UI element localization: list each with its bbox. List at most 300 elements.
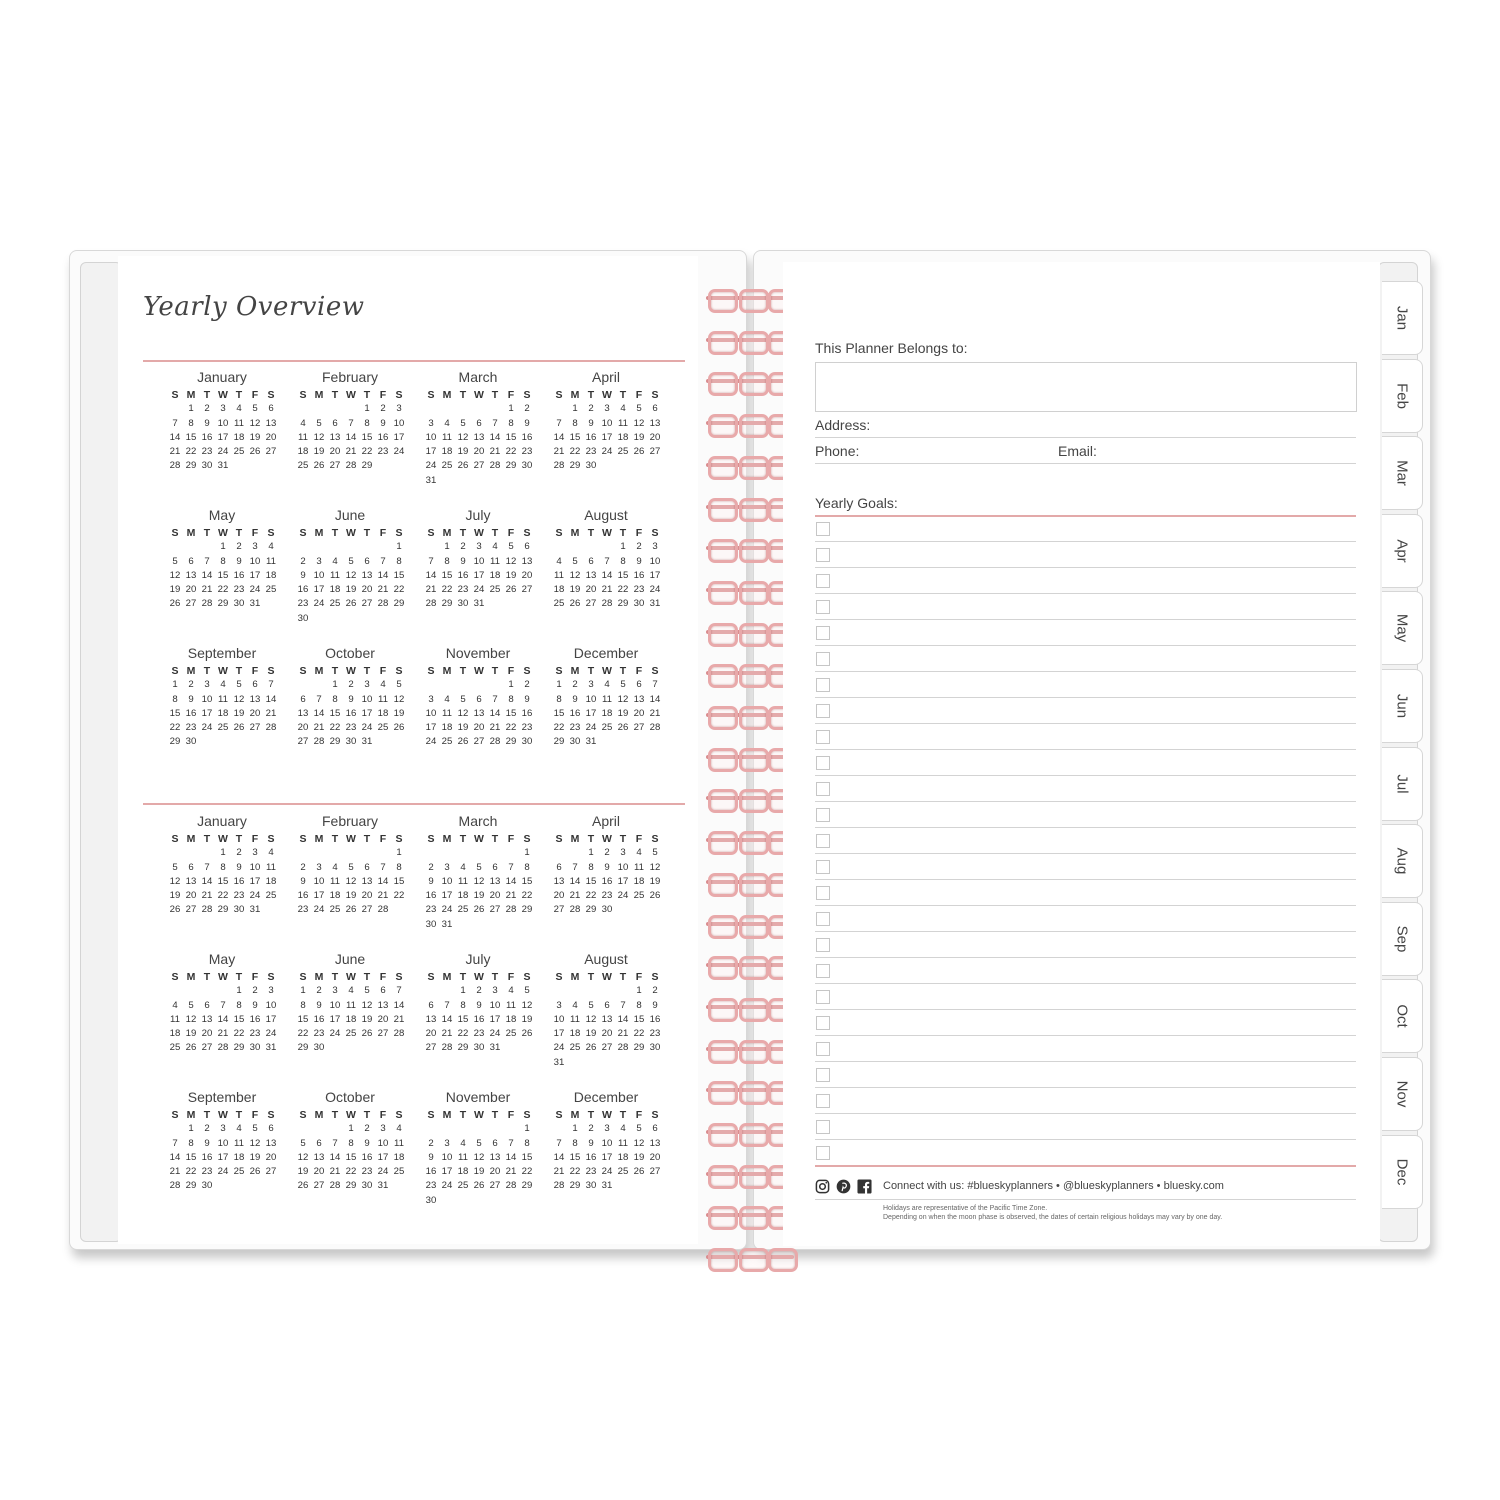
tab-label: Feb bbox=[1393, 382, 1411, 409]
weekday-header: T bbox=[235, 833, 243, 845]
day-number: 29 bbox=[569, 1180, 581, 1192]
day-number: 2 bbox=[236, 541, 242, 553]
weekday-header: W bbox=[218, 665, 228, 677]
day-number: 24 bbox=[265, 1028, 277, 1040]
weekday-header: M bbox=[442, 665, 452, 677]
goal-checkbox[interactable] bbox=[816, 990, 830, 1004]
day-number: 26 bbox=[249, 446, 261, 458]
day-number: 20 bbox=[489, 890, 501, 902]
day-number: 2 bbox=[300, 861, 306, 873]
weekday-header: T bbox=[331, 1109, 339, 1121]
day-number: 8 bbox=[508, 693, 514, 705]
tab-oct[interactable] bbox=[1382, 979, 1423, 1053]
day-number: 25 bbox=[329, 598, 341, 610]
goal-checkbox[interactable] bbox=[816, 782, 830, 796]
goal-checkbox[interactable] bbox=[816, 652, 830, 666]
goal-line bbox=[815, 957, 1356, 958]
day-number: 17 bbox=[441, 890, 453, 902]
goal-checkbox[interactable] bbox=[816, 886, 830, 900]
day-number: 16 bbox=[377, 431, 389, 443]
day-number: 1 bbox=[636, 985, 642, 997]
day-number: 8 bbox=[220, 555, 226, 567]
weekday-header: W bbox=[346, 389, 356, 401]
goal-line bbox=[815, 1061, 1356, 1062]
day-number: 27 bbox=[521, 584, 533, 596]
day-number: 15 bbox=[217, 569, 229, 581]
empty-day bbox=[423, 1122, 439, 1136]
day-number: 27 bbox=[249, 722, 261, 734]
day-number: 21 bbox=[505, 1166, 517, 1178]
day-number: 10 bbox=[601, 417, 613, 429]
day-number: 2 bbox=[364, 1123, 370, 1135]
weekday-header: T bbox=[619, 665, 627, 677]
day-number: 29 bbox=[505, 736, 517, 748]
month-name: January bbox=[197, 369, 247, 385]
empty-day bbox=[567, 846, 583, 860]
day-number: 24 bbox=[201, 722, 213, 734]
day-number: 8 bbox=[556, 693, 562, 705]
goal-checkbox[interactable] bbox=[816, 756, 830, 770]
empty-day bbox=[503, 1122, 519, 1136]
day-number: 13 bbox=[329, 431, 341, 443]
month-calendar bbox=[551, 645, 661, 750]
month-calendar bbox=[167, 507, 277, 612]
empty-day bbox=[583, 540, 599, 554]
day-number: 5 bbox=[172, 555, 178, 567]
spiral-ring bbox=[706, 1246, 794, 1268]
tab-jun[interactable] bbox=[1382, 669, 1423, 743]
day-number: 19 bbox=[297, 1166, 309, 1178]
empty-day bbox=[583, 984, 599, 998]
day-number: 25 bbox=[393, 1166, 405, 1178]
goal-checkbox[interactable] bbox=[816, 574, 830, 588]
day-number: 15 bbox=[505, 431, 517, 443]
day-number: 6 bbox=[476, 417, 482, 429]
day-number: 18 bbox=[505, 1013, 517, 1025]
connect-text: Connect with us: #blueskyplanners • @blueskyplanners • bluesky.com bbox=[883, 1180, 1224, 1192]
day-number: 24 bbox=[441, 904, 453, 916]
day-number: 28 bbox=[553, 1180, 565, 1192]
goal-checkbox[interactable] bbox=[816, 522, 830, 536]
tab-apr[interactable] bbox=[1382, 514, 1423, 588]
tab-label: May bbox=[1393, 614, 1411, 643]
weekday-header: S bbox=[555, 665, 563, 677]
day-number: 6 bbox=[380, 985, 386, 997]
day-number: 28 bbox=[649, 722, 661, 734]
day-number: 6 bbox=[604, 999, 610, 1011]
day-number: 23 bbox=[521, 722, 533, 734]
day-number: 6 bbox=[268, 1123, 274, 1135]
day-number: 5 bbox=[636, 403, 642, 415]
goal-checkbox[interactable] bbox=[816, 964, 830, 978]
day-number: 9 bbox=[460, 555, 466, 567]
day-number: 20 bbox=[361, 890, 373, 902]
weekday-header: M bbox=[570, 665, 580, 677]
empty-day bbox=[551, 1122, 567, 1136]
day-number: 18 bbox=[393, 1151, 405, 1163]
weekday-header: F bbox=[507, 971, 515, 983]
day-number: 30 bbox=[425, 1194, 437, 1206]
spiral-ring bbox=[706, 1121, 794, 1143]
weekday-header: W bbox=[218, 833, 228, 845]
day-number: 28 bbox=[265, 722, 277, 734]
day-number: 9 bbox=[476, 999, 482, 1011]
day-number: 16 bbox=[313, 1013, 325, 1025]
weekday-header: T bbox=[459, 389, 467, 401]
day-number: 13 bbox=[489, 875, 501, 887]
day-number: 29 bbox=[233, 1042, 245, 1054]
day-number: 25 bbox=[457, 1180, 469, 1192]
goal-checkbox[interactable] bbox=[816, 860, 830, 874]
day-number: 19 bbox=[473, 1166, 485, 1178]
day-number: 13 bbox=[361, 875, 373, 887]
day-number: 4 bbox=[396, 1123, 402, 1135]
day-number: 24 bbox=[489, 1028, 501, 1040]
day-number: 5 bbox=[316, 417, 322, 429]
day-number: 5 bbox=[588, 999, 594, 1011]
weekday-header: S bbox=[299, 833, 307, 845]
day-number: 18 bbox=[457, 1166, 469, 1178]
day-number: 27 bbox=[425, 1042, 437, 1054]
goal-checkbox[interactable] bbox=[816, 834, 830, 848]
day-number: 31 bbox=[489, 1042, 501, 1054]
weekday-header: S bbox=[555, 1109, 563, 1121]
day-number: 13 bbox=[313, 1151, 325, 1163]
weekday-header: S bbox=[427, 665, 435, 677]
day-number: 14 bbox=[201, 569, 213, 581]
day-number: 22 bbox=[569, 446, 581, 458]
day-number: 17 bbox=[313, 890, 325, 902]
weekday-header: T bbox=[331, 971, 339, 983]
day-number: 31 bbox=[265, 1042, 277, 1054]
day-number: 26 bbox=[361, 1028, 373, 1040]
day-number: 10 bbox=[649, 555, 661, 567]
day-number: 15 bbox=[585, 875, 597, 887]
weekday-header: M bbox=[442, 833, 452, 845]
spiral-ring bbox=[706, 1038, 794, 1060]
weekday-header: F bbox=[251, 389, 259, 401]
day-number: 28 bbox=[201, 904, 213, 916]
goal-checkbox[interactable] bbox=[816, 808, 830, 822]
goal-checkbox[interactable] bbox=[816, 704, 830, 718]
day-number: 5 bbox=[572, 555, 578, 567]
day-number: 8 bbox=[444, 555, 450, 567]
day-number: 3 bbox=[556, 999, 562, 1011]
day-number: 11 bbox=[218, 693, 228, 705]
day-number: 9 bbox=[364, 1137, 370, 1149]
tab-jul[interactable] bbox=[1382, 747, 1423, 821]
day-number: 24 bbox=[217, 446, 229, 458]
day-number: 29 bbox=[633, 1042, 645, 1054]
day-number: 6 bbox=[332, 417, 338, 429]
goal-line bbox=[815, 749, 1356, 750]
empty-day bbox=[551, 984, 567, 998]
day-number: 14 bbox=[265, 693, 277, 705]
day-number: 20 bbox=[633, 707, 645, 719]
day-number: 3 bbox=[396, 403, 402, 415]
goal-checkbox[interactable] bbox=[816, 730, 830, 744]
day-number: 20 bbox=[377, 1013, 389, 1025]
day-number: 4 bbox=[604, 679, 610, 691]
day-number: 22 bbox=[169, 722, 181, 734]
day-number: 23 bbox=[233, 890, 245, 902]
day-number: 16 bbox=[361, 1151, 373, 1163]
day-number: 22 bbox=[185, 446, 197, 458]
day-number: 17 bbox=[329, 1013, 341, 1025]
day-number: 28 bbox=[313, 736, 325, 748]
empty-day bbox=[439, 402, 455, 416]
day-number: 28 bbox=[169, 460, 181, 472]
day-number: 10 bbox=[361, 693, 373, 705]
goal-checkbox[interactable] bbox=[816, 1120, 830, 1134]
goal-line bbox=[815, 723, 1356, 724]
day-number: 3 bbox=[652, 541, 658, 553]
day-number: 26 bbox=[169, 598, 181, 610]
weekday-header: S bbox=[651, 833, 659, 845]
goal-checkbox[interactable] bbox=[816, 548, 830, 562]
day-number: 23 bbox=[297, 598, 309, 610]
day-number: 29 bbox=[457, 1042, 469, 1054]
day-number: 10 bbox=[393, 417, 405, 429]
day-number: 7 bbox=[508, 861, 514, 873]
day-number: 14 bbox=[489, 431, 501, 443]
day-number: 28 bbox=[201, 598, 213, 610]
day-number: 1 bbox=[300, 985, 306, 997]
empty-day bbox=[487, 1122, 503, 1136]
day-number: 18 bbox=[329, 890, 341, 902]
goal-checkbox[interactable] bbox=[816, 678, 830, 692]
day-number: 6 bbox=[492, 1137, 498, 1149]
weekday-header: T bbox=[491, 971, 499, 983]
month-day-grid bbox=[167, 526, 277, 612]
weekday-header: S bbox=[651, 971, 659, 983]
weekday-header: T bbox=[203, 833, 211, 845]
day-number: 26 bbox=[313, 460, 325, 472]
weekday-header: M bbox=[186, 1109, 196, 1121]
tab-jan[interactable] bbox=[1382, 281, 1423, 355]
day-number: 1 bbox=[332, 679, 338, 691]
day-number: 1 bbox=[524, 1123, 530, 1135]
goal-checkbox[interactable] bbox=[816, 912, 830, 926]
empty-day bbox=[295, 846, 311, 860]
day-number: 22 bbox=[393, 890, 405, 902]
empty-day bbox=[183, 846, 199, 860]
tab-label: Dec bbox=[1393, 1158, 1411, 1185]
day-number: 15 bbox=[521, 1151, 533, 1163]
tab-dec[interactable] bbox=[1382, 1135, 1423, 1209]
empty-day bbox=[183, 984, 199, 998]
goal-line bbox=[815, 879, 1356, 880]
day-number: 9 bbox=[348, 693, 354, 705]
owner-name-field[interactable] bbox=[815, 362, 1357, 412]
day-number: 26 bbox=[457, 736, 469, 748]
weekday-header: T bbox=[587, 389, 595, 401]
tab-label: Apr bbox=[1393, 539, 1411, 563]
day-number: 3 bbox=[604, 403, 610, 415]
day-number: 31 bbox=[585, 736, 597, 748]
weekday-header: S bbox=[171, 1109, 179, 1121]
day-number: 26 bbox=[505, 584, 517, 596]
goal-checkbox[interactable] bbox=[816, 626, 830, 640]
day-number: 7 bbox=[204, 555, 210, 567]
day-number: 12 bbox=[585, 1013, 597, 1025]
empty-day bbox=[423, 402, 439, 416]
day-number: 16 bbox=[297, 890, 309, 902]
tab-aug[interactable] bbox=[1382, 824, 1423, 898]
day-number: 24 bbox=[601, 446, 613, 458]
day-number: 27 bbox=[361, 598, 373, 610]
day-number: 12 bbox=[473, 875, 485, 887]
tab-label: Nov bbox=[1393, 1080, 1411, 1108]
spiral-ring bbox=[706, 412, 794, 434]
day-number: 2 bbox=[316, 985, 322, 997]
tab-nov[interactable] bbox=[1382, 1057, 1423, 1131]
day-number: 8 bbox=[220, 861, 226, 873]
tab-sep[interactable] bbox=[1382, 902, 1423, 976]
day-number: 21 bbox=[313, 722, 325, 734]
weekday-header: S bbox=[555, 833, 563, 845]
day-number: 11 bbox=[618, 417, 628, 429]
day-number: 27 bbox=[489, 904, 501, 916]
day-number: 22 bbox=[217, 890, 229, 902]
day-number: 5 bbox=[252, 403, 258, 415]
month-name: July bbox=[465, 951, 491, 967]
month-calendar bbox=[295, 507, 405, 626]
day-number: 13 bbox=[553, 875, 565, 887]
goal-checkbox[interactable] bbox=[816, 1094, 830, 1108]
day-number: 13 bbox=[265, 1137, 277, 1149]
day-number: 15 bbox=[505, 707, 517, 719]
goal-checkbox[interactable] bbox=[816, 600, 830, 614]
day-number: 20 bbox=[553, 890, 565, 902]
day-number: 25 bbox=[553, 598, 565, 610]
day-number: 17 bbox=[393, 431, 405, 443]
day-number: 23 bbox=[185, 722, 197, 734]
day-number: 18 bbox=[601, 707, 613, 719]
day-number: 20 bbox=[361, 584, 373, 596]
weekday-header: T bbox=[363, 833, 371, 845]
day-number: 25 bbox=[169, 1042, 181, 1054]
day-number: 1 bbox=[508, 679, 514, 691]
weekday-header: W bbox=[474, 665, 484, 677]
day-number: 11 bbox=[378, 693, 388, 705]
day-number: 10 bbox=[617, 861, 629, 873]
goal-checkbox[interactable] bbox=[816, 1146, 830, 1160]
day-number: 28 bbox=[489, 736, 501, 748]
empty-day bbox=[199, 984, 215, 998]
day-number: 26 bbox=[585, 1042, 597, 1054]
day-number: 31 bbox=[553, 1056, 565, 1068]
day-number: 29 bbox=[217, 904, 229, 916]
month-day-grid bbox=[167, 1108, 277, 1194]
weekday-header: W bbox=[218, 389, 228, 401]
day-number: 4 bbox=[636, 847, 642, 859]
day-number: 22 bbox=[329, 722, 341, 734]
empty-day bbox=[439, 678, 455, 692]
goal-checkbox[interactable] bbox=[816, 938, 830, 952]
day-number: 29 bbox=[569, 460, 581, 472]
day-number: 16 bbox=[649, 1013, 661, 1025]
day-number: 23 bbox=[569, 722, 581, 734]
weekday-header: W bbox=[474, 1109, 484, 1121]
day-number: 18 bbox=[329, 584, 341, 596]
month-day-grid bbox=[423, 526, 533, 612]
day-number: 25 bbox=[233, 446, 245, 458]
day-number: 23 bbox=[521, 446, 533, 458]
weekday-header: T bbox=[235, 389, 243, 401]
weekday-header: S bbox=[299, 389, 307, 401]
empty-day bbox=[503, 846, 519, 860]
day-number: 6 bbox=[524, 541, 530, 553]
day-number: 13 bbox=[473, 431, 485, 443]
day-number: 6 bbox=[252, 679, 258, 691]
tab-feb[interactable] bbox=[1382, 359, 1423, 433]
goal-checkbox[interactable] bbox=[816, 1068, 830, 1082]
day-number: 5 bbox=[172, 861, 178, 873]
day-number: 26 bbox=[473, 904, 485, 916]
day-number: 18 bbox=[441, 446, 453, 458]
month-day-grid bbox=[551, 1108, 661, 1194]
day-number: 29 bbox=[345, 1180, 357, 1192]
weekday-header: W bbox=[602, 833, 612, 845]
day-number: 25 bbox=[633, 890, 645, 902]
goal-checkbox[interactable] bbox=[816, 1042, 830, 1056]
day-number: 2 bbox=[524, 679, 530, 691]
address-line bbox=[815, 437, 1356, 438]
tab-may[interactable] bbox=[1382, 591, 1423, 665]
day-number: 2 bbox=[428, 861, 434, 873]
day-number: 6 bbox=[636, 679, 642, 691]
day-number: 20 bbox=[185, 584, 197, 596]
goals-bottom-divider bbox=[815, 1165, 1356, 1167]
day-number: 11 bbox=[602, 693, 612, 705]
day-number: 6 bbox=[268, 403, 274, 415]
day-number: 13 bbox=[249, 693, 261, 705]
empty-day bbox=[327, 846, 343, 860]
tab-mar[interactable] bbox=[1382, 436, 1423, 510]
day-number: 14 bbox=[569, 875, 581, 887]
day-number: 18 bbox=[617, 431, 629, 443]
empty-day bbox=[167, 984, 183, 998]
day-number: 24 bbox=[425, 460, 437, 472]
day-number: 21 bbox=[377, 584, 389, 596]
month-calendar bbox=[295, 645, 405, 750]
weekday-header: T bbox=[587, 665, 595, 677]
month-name: June bbox=[334, 951, 366, 967]
day-number: 29 bbox=[521, 904, 533, 916]
day-number: 2 bbox=[428, 1137, 434, 1149]
goal-checkbox[interactable] bbox=[816, 1016, 830, 1030]
day-number: 8 bbox=[508, 417, 514, 429]
belongs-label: This Planner Belongs to: bbox=[815, 340, 968, 356]
day-number: 29 bbox=[217, 598, 229, 610]
day-number: 12 bbox=[297, 1151, 309, 1163]
day-number: 20 bbox=[185, 890, 197, 902]
weekday-header: S bbox=[395, 833, 403, 845]
day-number: 5 bbox=[396, 679, 402, 691]
day-number: 19 bbox=[505, 569, 517, 581]
day-number: 21 bbox=[217, 1028, 229, 1040]
month-calendar bbox=[167, 369, 277, 474]
day-number: 20 bbox=[649, 1151, 661, 1163]
day-number: 15 bbox=[457, 1013, 469, 1025]
day-number: 14 bbox=[393, 999, 405, 1011]
day-number: 20 bbox=[313, 1166, 325, 1178]
day-number: 9 bbox=[204, 417, 210, 429]
weekday-header: T bbox=[619, 527, 627, 539]
day-number: 22 bbox=[441, 584, 453, 596]
month-day-grid bbox=[167, 832, 277, 918]
